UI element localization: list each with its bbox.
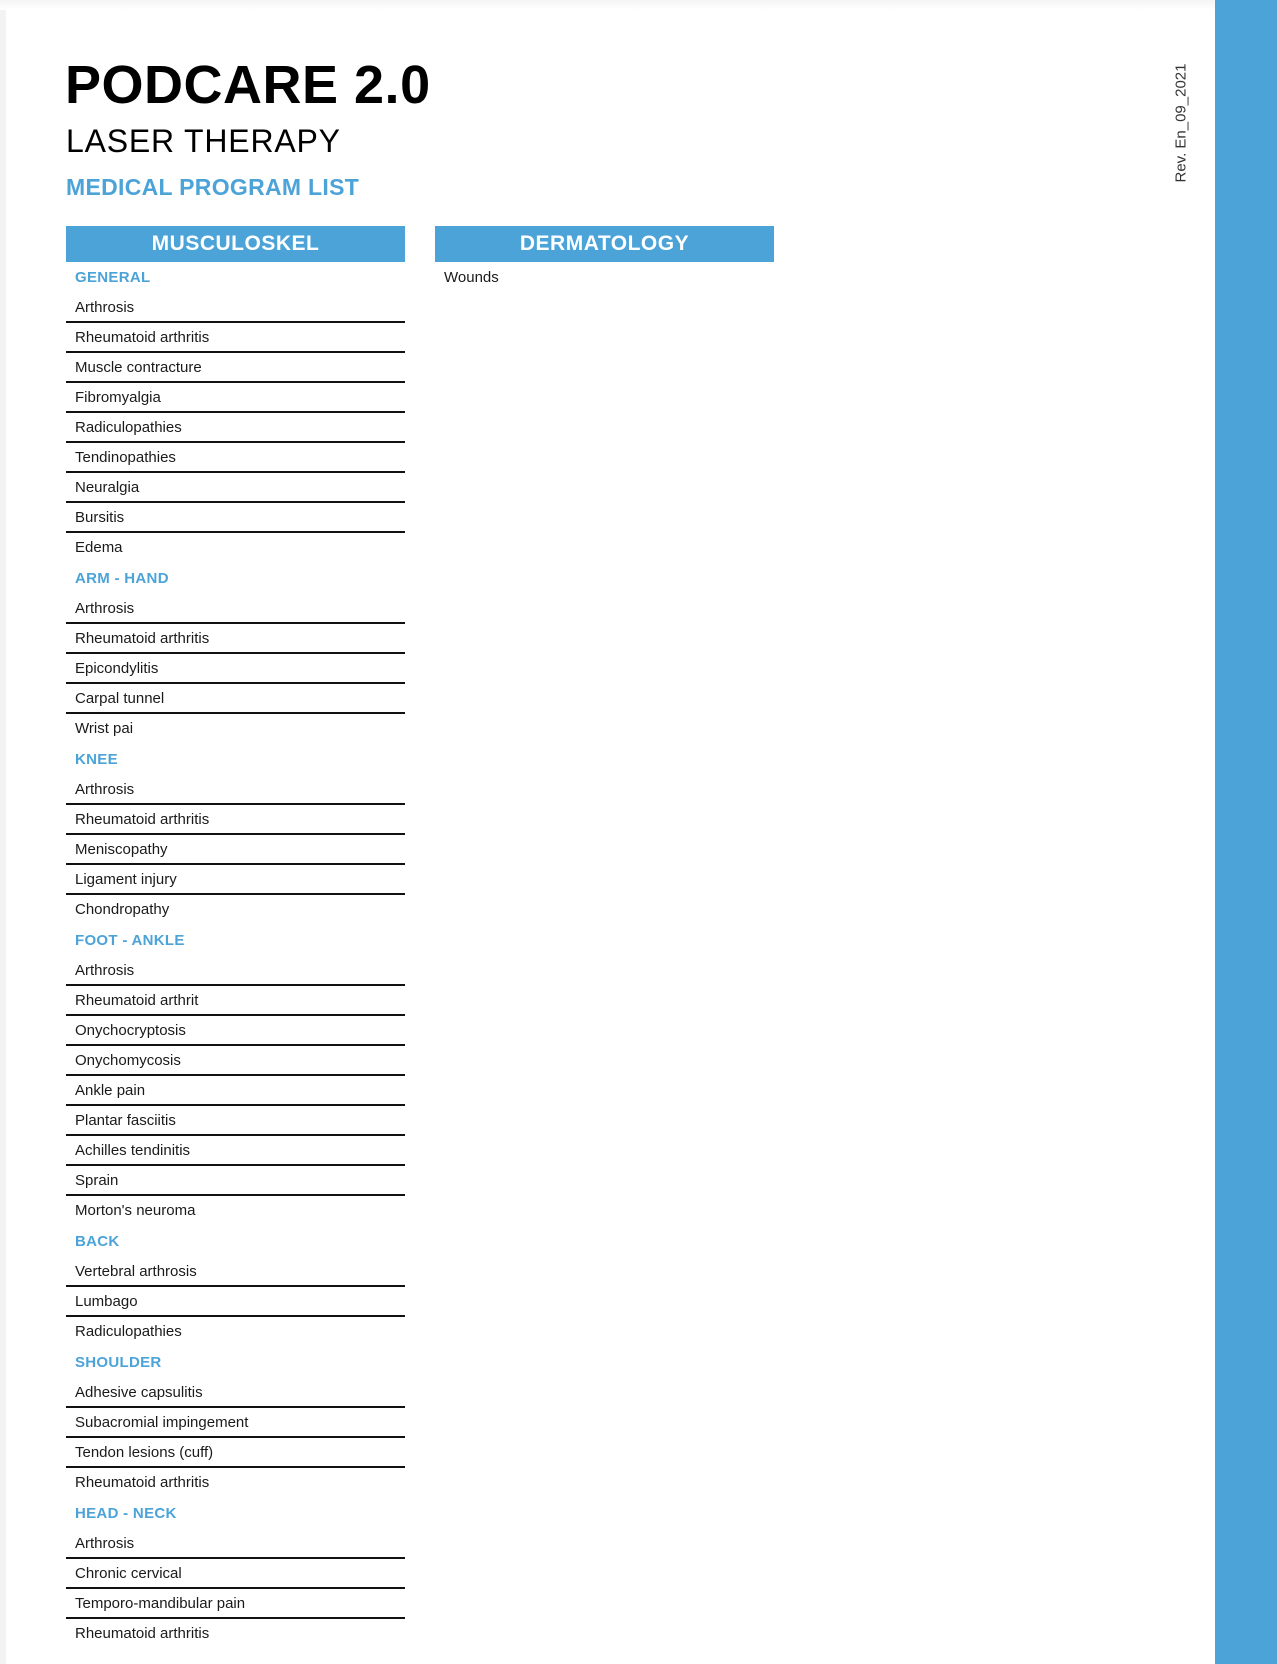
list-item: Arthrosis [66,775,405,805]
section-arm-hand: ARM - HAND [75,570,169,587]
list-item: Onychocryptosis [66,1016,405,1046]
list-item: Radiculopathies [66,413,405,443]
list-item: Tendinopathies [66,443,405,473]
list-item: Muscle contracture [66,353,405,383]
dermatology-header: DERMATOLOGY [435,226,774,262]
list-item: Chronic cervical [66,1559,405,1589]
list-item: Adhesive capsulitis [66,1378,405,1408]
list-item: Rheumatoid arthritis [75,1474,210,1491]
list-item: Fibromyalgia [66,383,405,413]
list-item: Vertebral arthrosis [66,1257,405,1287]
list-item: Ankle pain [66,1076,405,1106]
list-item: Plantar fasciitis [66,1106,405,1136]
musculoskel-column [66,226,405,1649]
document-subtitle: LASER THERAPY [66,123,341,159]
list-item: Achilles tendinitis [66,1136,405,1166]
list-item: Rheumatoid arthrit [66,986,405,1016]
list-item: Bursitis [66,503,405,533]
list-item: Arthrosis [66,1529,405,1559]
list-item: Carpal tunnel [66,684,405,714]
list-item: Arthrosis [66,956,405,986]
list-item: Lumbago [66,1287,405,1317]
list-item: Rheumatoid arthritis [75,1625,210,1642]
list-item: Wrist pai [75,720,134,737]
document-title: PODCARE 2.0 [65,55,431,115]
list-item: Rheumatoid arthritis [66,805,405,835]
dermatology-column [435,226,774,293]
list-item: Epicondylitis [66,654,405,684]
section-back: BACK [75,1233,120,1250]
list-item: Radiculopathies [75,1323,182,1340]
list-item: Chondropathy [75,901,170,918]
list-item: Meniscopathy [66,835,405,865]
list-item: Rheumatoid arthritis [66,323,405,353]
list-item: Ligament injury [66,865,405,895]
page-top-edge [0,0,1215,10]
list-item: Morton's neuroma [75,1202,196,1219]
list-item: Rheumatoid arthritis [66,624,405,654]
accent-side-bar [1215,0,1277,1664]
list-item: Onychomycosis [66,1046,405,1076]
section-head-neck: HEAD - NECK [75,1505,177,1522]
program-list-heading: MEDICAL PROGRAM LIST [66,174,360,200]
page-left-edge [0,0,6,1664]
list-item: Arthrosis [66,594,405,624]
section-foot-ankle: FOOT - ANKLE [75,932,185,949]
list-item: Tendon lesions (cuff) [66,1438,405,1468]
list-item: Neuralgia [66,473,405,503]
list-item: Sprain [66,1166,405,1196]
list-item: Arthrosis [66,293,405,323]
list-item: Wounds [444,269,499,286]
list-item: Subacromial impingement [66,1408,405,1438]
section-knee: KNEE [75,751,118,768]
revision-label: Rev. En_09_2021 [1172,63,1190,183]
list-item: Temporo-mandibular pain [66,1589,405,1619]
list-item: Edema [75,539,123,556]
section-shoulder: SHOULDER [75,1354,162,1371]
section-general: GENERAL [75,269,151,286]
musculoskel-header: MUSCULOSKEL [66,226,405,262]
